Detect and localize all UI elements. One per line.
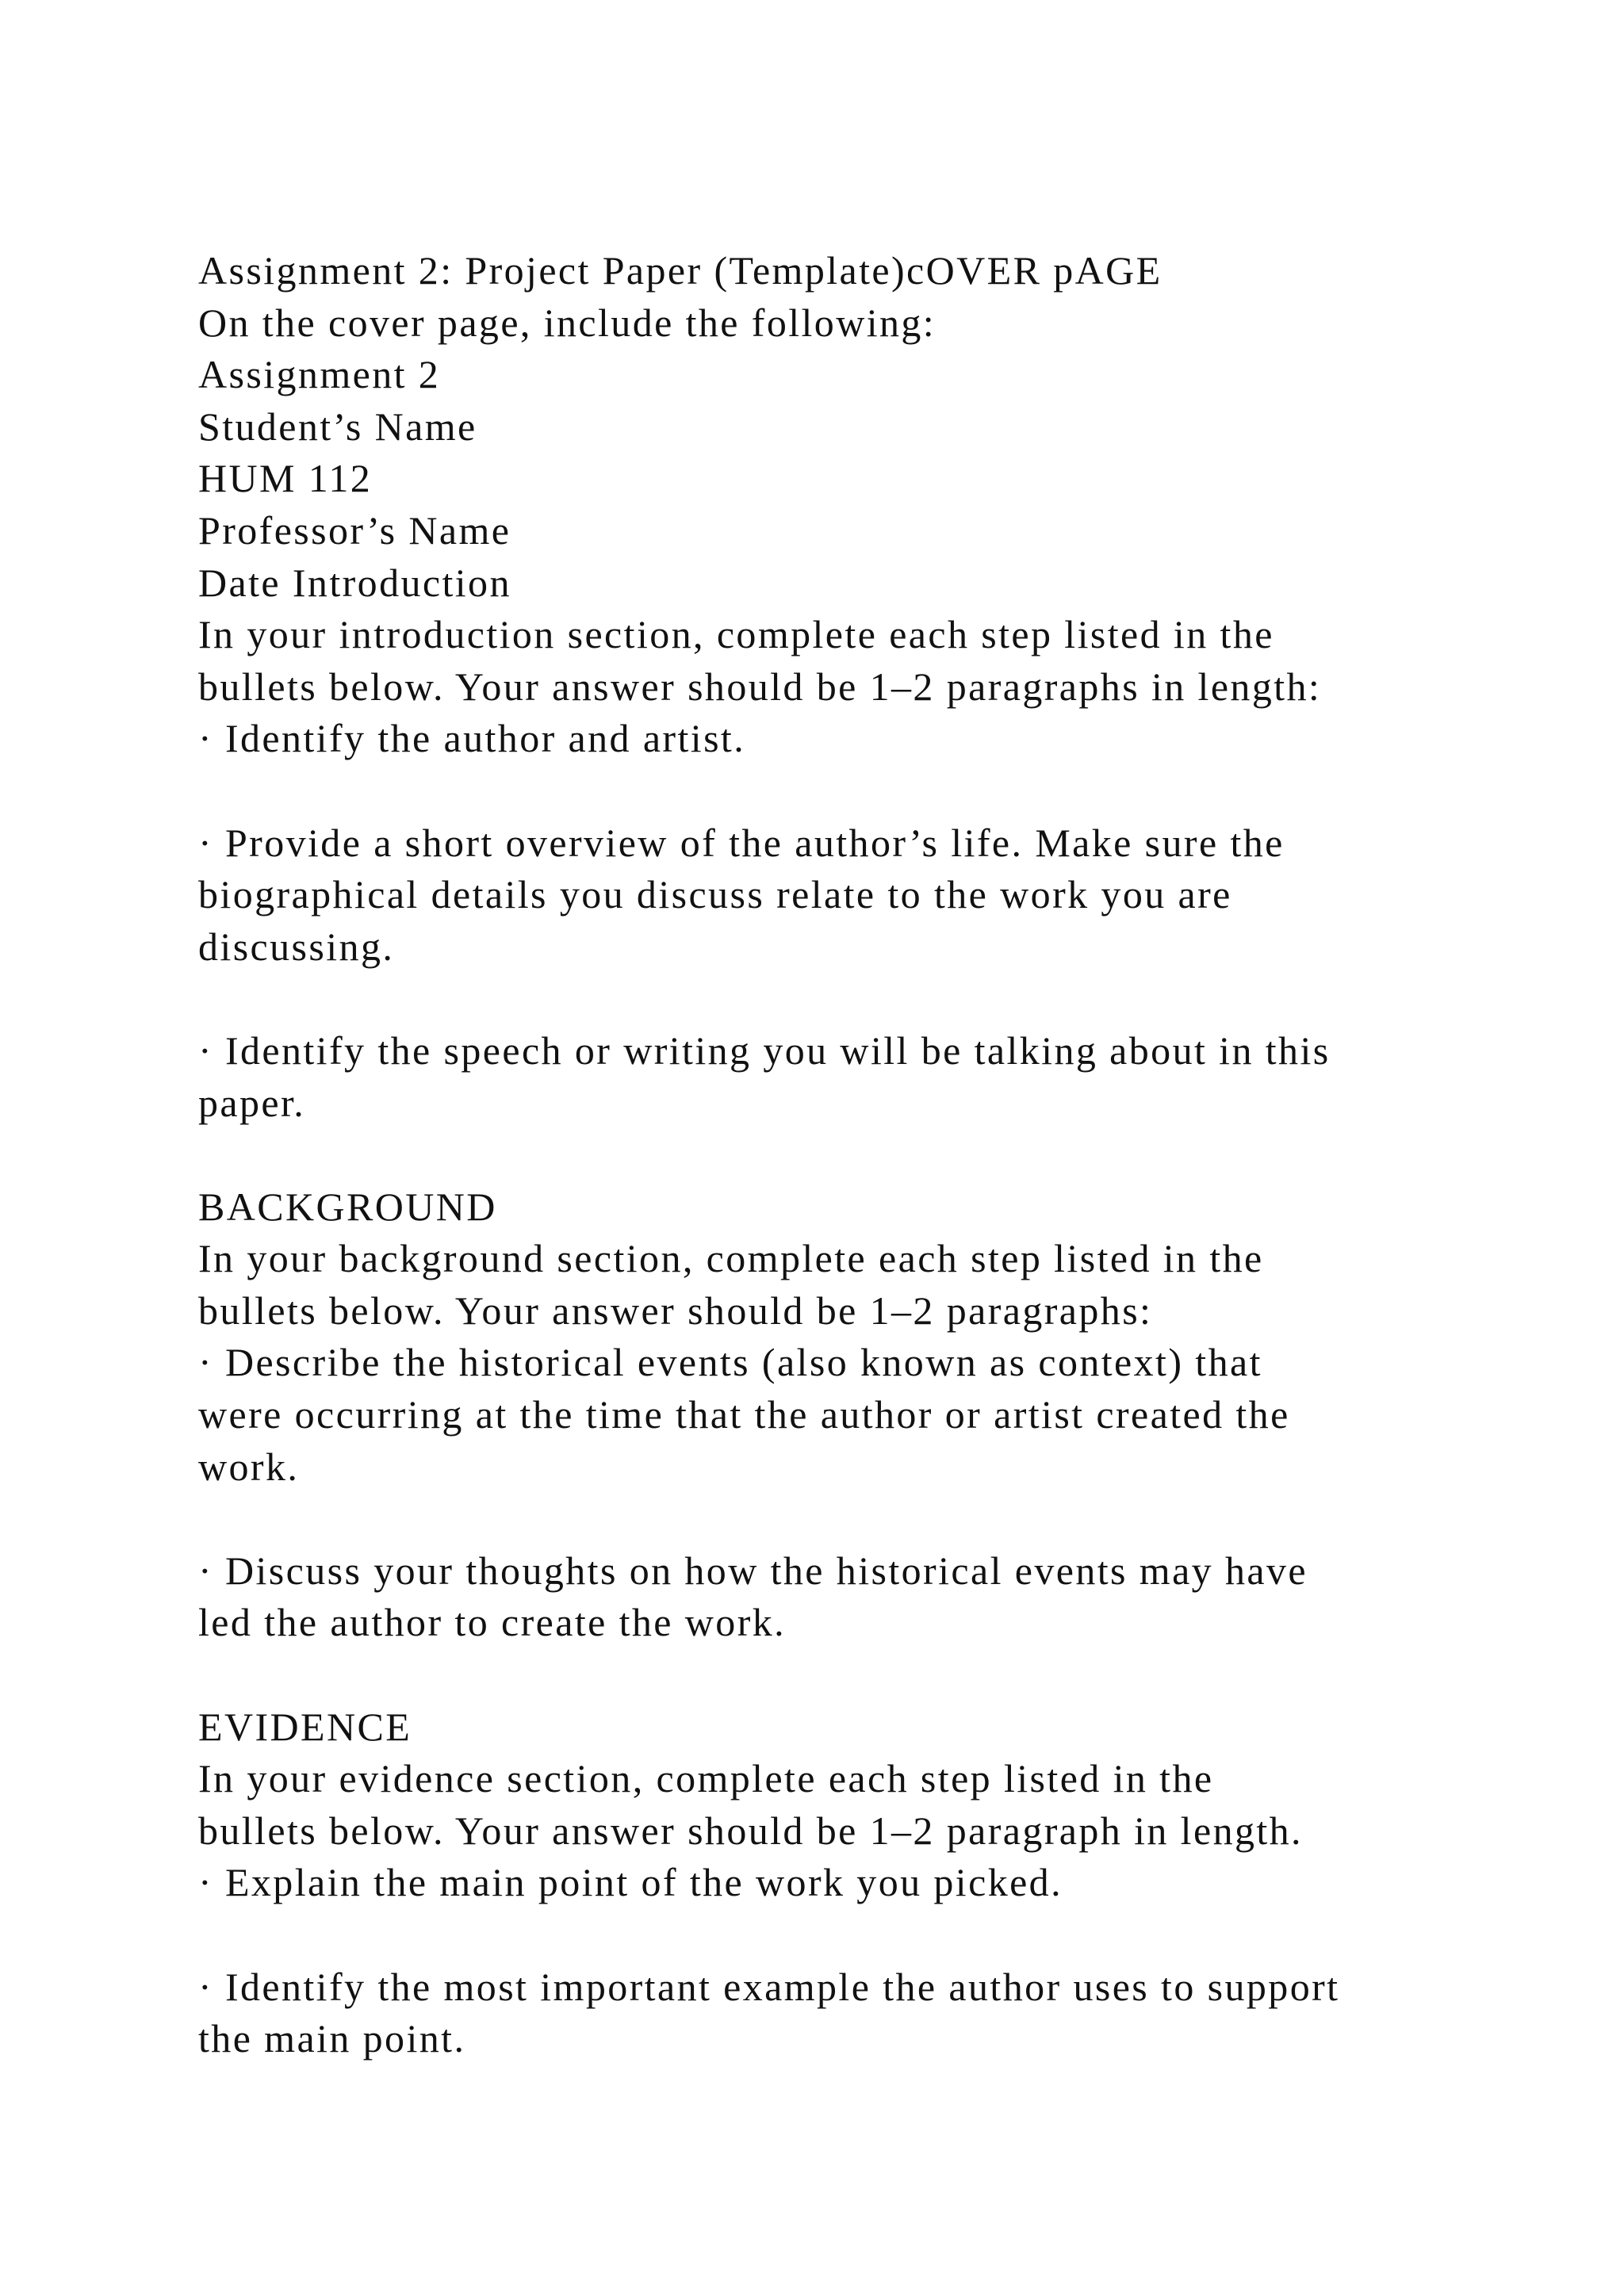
cover-item-date-introduction: Date Introduction [198,560,511,605]
blank-line [198,1909,1467,1961]
evidence-instruction-line-2: bullets below. Your answer should be 1–2 paragraph in length. [198,1808,1303,1853]
intro-bullet-3-line-2: paper. [198,1080,306,1125]
cover-item-student-name: Student’s Name [198,404,477,449]
background-bullet-1-line-1: · Describe the historical events (also known as context) that [198,1340,1262,1385]
document-body [198,245,1467,2065]
background-bullet-1-line-2: were occurring at the time that the author or artist created the [198,1392,1290,1437]
document-title: Assignment 2: Project Paper (Template)cOVER pAGE [198,248,1162,293]
background-instruction-line-2: bullets below. Your answer should be 1–2 paragraphs: [198,1288,1153,1333]
section-heading-background: BACKGROUND [198,1184,497,1229]
blank-line [198,1493,1467,1545]
cover-item-assignment: Assignment 2 [198,352,441,397]
blank-line [198,765,1467,817]
evidence-bullet-2-line-2: the main point. [198,2016,466,2061]
cover-item-course: HUM 112 [198,456,373,501]
evidence-instruction-line-1: In your evidence section, complete each step listed in the [198,1756,1214,1801]
section-heading-evidence: EVIDENCE [198,1704,412,1749]
cover-page-instruction: On the cover page, include the following: [198,300,936,345]
intro-instruction-line-2: bullets below. Your answer should be 1–2 paragraphs in length: [198,664,1322,709]
background-bullet-2-line-2: led the author to create the work. [198,1600,787,1645]
background-instruction-line-1: In your background section, complete each step listed in the [198,1236,1264,1281]
intro-bullet-3-line-1: · Identify the speech or writing you will be talking about in this [198,1027,1331,1073]
intro-bullet-1: · Identify the author and artist. [198,716,746,761]
blank-line [198,973,1467,1025]
cover-item-professor-name: Professor’s Name [198,507,511,553]
background-bullet-1-line-3: work. [198,1444,300,1489]
blank-line [198,1129,1467,1181]
intro-bullet-2-line-3: discussing. [198,924,395,969]
evidence-bullet-2-line-1: · Identify the most important example the author uses to support [198,1964,1340,2009]
intro-bullet-2-line-1: · Provide a short overview of the author’s life. Make sure the [198,820,1285,865]
background-bullet-2-line-1: · Discuss your thoughts on how the historical events may have [198,1548,1308,1593]
blank-line [198,1649,1467,1701]
intro-bullet-2-line-2: biographical details you discuss relate to the work you are [198,872,1232,917]
intro-instruction-line-1: In your introduction section, complete each step listed in the [198,612,1274,657]
evidence-bullet-1: · Explain the main point of the work you picked. [198,1860,1063,1905]
